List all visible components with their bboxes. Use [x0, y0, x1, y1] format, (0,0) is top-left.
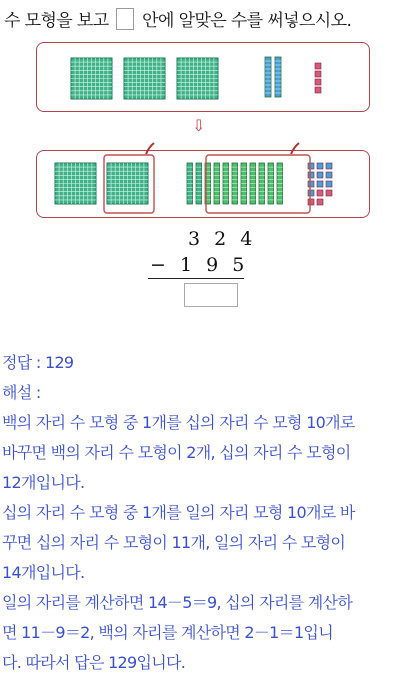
calc-line — [148, 278, 244, 279]
question-part-2: 안에 알맞은 수를 써넣으시오. — [142, 11, 352, 31]
solution-line: 바꾸면 백의 자리 수 모형이 2개, 십의 자리 수 모형이 — [2, 443, 351, 462]
subtrahend: − 1 9 5 — [150, 254, 249, 276]
regroup-ten-box — [206, 155, 310, 213]
solution-line: 꾸면 십의 자리 수 모형이 11개, 일의 자리 수 모형이 — [2, 533, 346, 552]
ones-cube — [315, 87, 321, 93]
solution — [2, 348, 400, 678]
solution-line: 백의 자리 수 모형 중 1개를 십의 자리 수 모형 10개로 — [2, 413, 355, 432]
answer-input-box[interactable] — [184, 283, 238, 307]
solution-line: 면 11－9＝2, 백의 자리를 계산하면 2－1＝1입니 — [2, 623, 333, 642]
answer-line: 정답 : 129 — [2, 353, 74, 372]
base-ten-model-before — [36, 42, 370, 112]
ones-cube — [315, 71, 321, 77]
regroup-hundred-box — [104, 155, 154, 213]
ones-cube — [315, 63, 321, 69]
base-ten-blocks-top — [37, 43, 369, 111]
solution-line: 일의 자리를 계산하면 14－5＝9, 십의 자리를 계산하 — [2, 593, 353, 612]
solution-line: 12개입니다. — [2, 473, 85, 492]
hundreds-block — [124, 58, 165, 99]
minuend: 3 2 4 — [188, 228, 257, 250]
hundreds-block — [177, 58, 218, 99]
solution-line: 다. 따라서 답은 129입니다. — [2, 653, 186, 672]
solution-line: 십의 자리 수 모형 중 1개를 일의 자리 모형 10개로 바 — [2, 503, 355, 522]
regroup-hundred-arrow-icon — [146, 143, 154, 154]
hundreds-block — [71, 58, 112, 99]
regroup-ten-arrow-icon — [291, 143, 299, 154]
down-arrow-icon: ⇩ — [192, 116, 206, 135]
blank-box-icon — [116, 8, 134, 30]
question-text — [4, 6, 351, 31]
question-part-1: 수 모형을 보고 — [4, 11, 109, 31]
tens-rod — [275, 57, 281, 97]
solution-line: 14개입니다. — [2, 563, 85, 582]
subtraction-problem — [150, 228, 256, 280]
solution-heading: 해설 : — [2, 383, 41, 402]
ones-cube — [315, 79, 321, 85]
tens-rod — [265, 57, 271, 97]
